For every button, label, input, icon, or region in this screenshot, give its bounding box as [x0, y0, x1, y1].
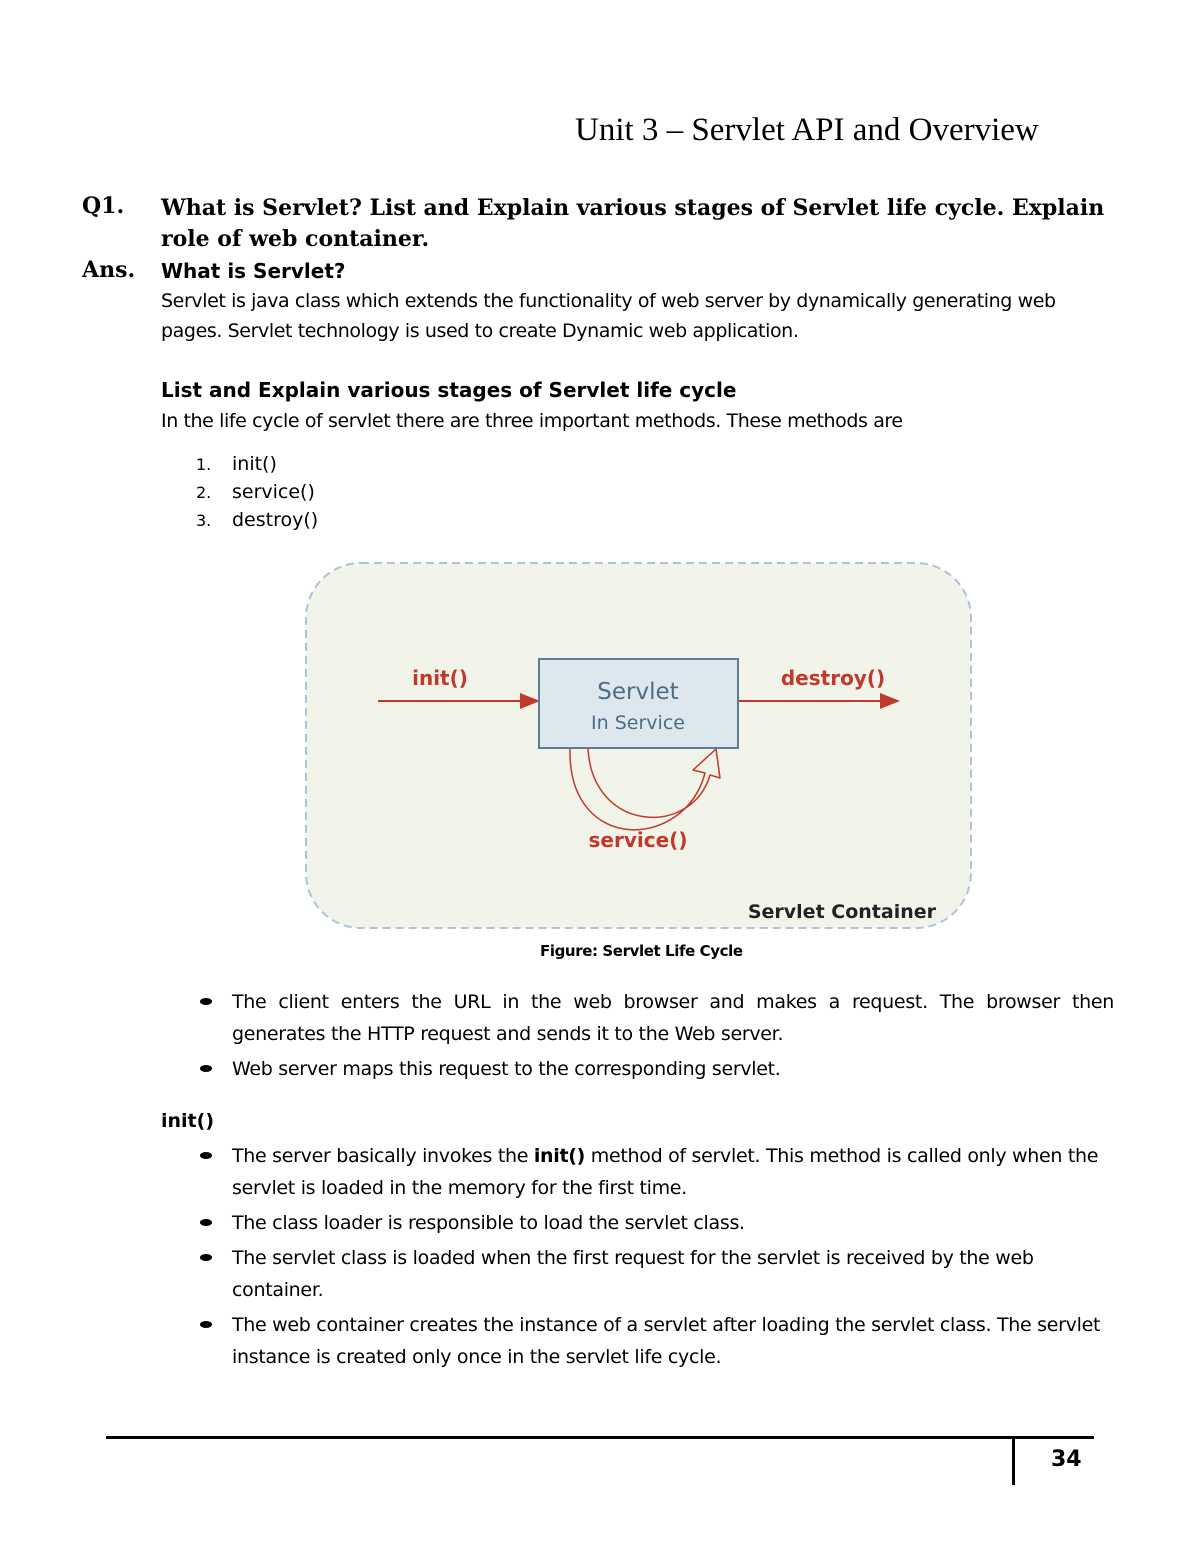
life-cycle-intro: In the life cycle of servlet there are three important methods. These methods are — [161, 410, 903, 432]
servlet-box-subtitle: In Service — [591, 712, 685, 734]
question-label: Q1. — [82, 193, 125, 219]
list-number: 3. — [196, 511, 212, 530]
methods-list-item — [196, 478, 318, 506]
footer-divider — [106, 1436, 1094, 1439]
init-label: init() — [412, 666, 468, 690]
list-item — [196, 1140, 1114, 1204]
servlet-box-title: Servlet — [597, 679, 679, 705]
servlet-container-label: Servlet Container — [747, 901, 936, 923]
method-name: service() — [232, 481, 315, 503]
bullet-text-post: method of servlet. This method is called only when the servlet is loaded in the memory for the first time. — [232, 1145, 1099, 1199]
bullet-icon — [200, 1152, 212, 1159]
bullet-icon — [200, 1065, 212, 1072]
methods-list-item — [196, 450, 318, 478]
list-item — [196, 1207, 1114, 1239]
list-item — [196, 1242, 1114, 1306]
list-number: 1. — [196, 455, 212, 474]
destroy-label: destroy() — [780, 666, 886, 690]
list-item — [196, 1053, 1114, 1085]
bullet-text-pre: The server basically invokes the — [232, 1145, 534, 1167]
servlet-life-cycle-diagram — [300, 555, 980, 935]
footer-vertical-divider — [1012, 1439, 1015, 1485]
service-label: service() — [588, 828, 688, 852]
init-bullets — [196, 1140, 1114, 1376]
list-item — [196, 986, 1114, 1050]
bullet-text: Web server maps this request to the corresponding servlet. — [232, 1058, 781, 1080]
request-bullets — [196, 986, 1114, 1088]
methods-list — [196, 450, 318, 534]
list-number: 2. — [196, 483, 212, 502]
method-name: init() — [232, 453, 277, 475]
bullet-icon — [200, 998, 212, 1005]
method-name: destroy() — [232, 509, 319, 531]
bullet-text-bold: init() — [533, 1145, 586, 1167]
bullet-icon — [200, 1219, 212, 1226]
what-is-servlet-heading: What is Servlet? — [161, 259, 346, 283]
bullet-icon — [200, 1254, 212, 1261]
init-section-heading: init() — [161, 1110, 215, 1132]
bullet-text: The client enters the URL in the web browser and makes a request. The browser then generates the HTTP request and sends it to the Web server. — [232, 991, 1114, 1045]
page-title: Unit 3 – Servlet API and Overview — [575, 112, 1039, 148]
methods-list-item — [196, 506, 318, 534]
servlet-definition-paragraph: Servlet is java class which extends the functionality of web server by dynamically generating web pages. Servlet technology is used to create Dynamic web application. — [161, 290, 1056, 342]
bullet-icon — [200, 1321, 212, 1328]
list-item — [196, 1309, 1114, 1373]
bullet-text: The servlet class is loaded when the first request for the servlet is received by the web container. — [232, 1247, 1034, 1301]
bullet-text: The class loader is responsible to load the servlet class. — [232, 1212, 745, 1234]
life-cycle-heading: List and Explain various stages of Servlet life cycle — [161, 378, 737, 402]
question-text: What is Servlet? List and Explain various stages of Servlet life cycle. Explain role of web container. — [161, 195, 1105, 252]
answer-label: Ans. — [82, 257, 136, 283]
page-number: 34 — [1051, 1447, 1082, 1472]
figure-caption: Figure: Servlet Life Cycle — [540, 942, 743, 960]
bullet-text: The web container creates the instance of a servlet after loading the servlet class. The servlet instance is created only once in the servlet life cycle. — [232, 1314, 1101, 1368]
